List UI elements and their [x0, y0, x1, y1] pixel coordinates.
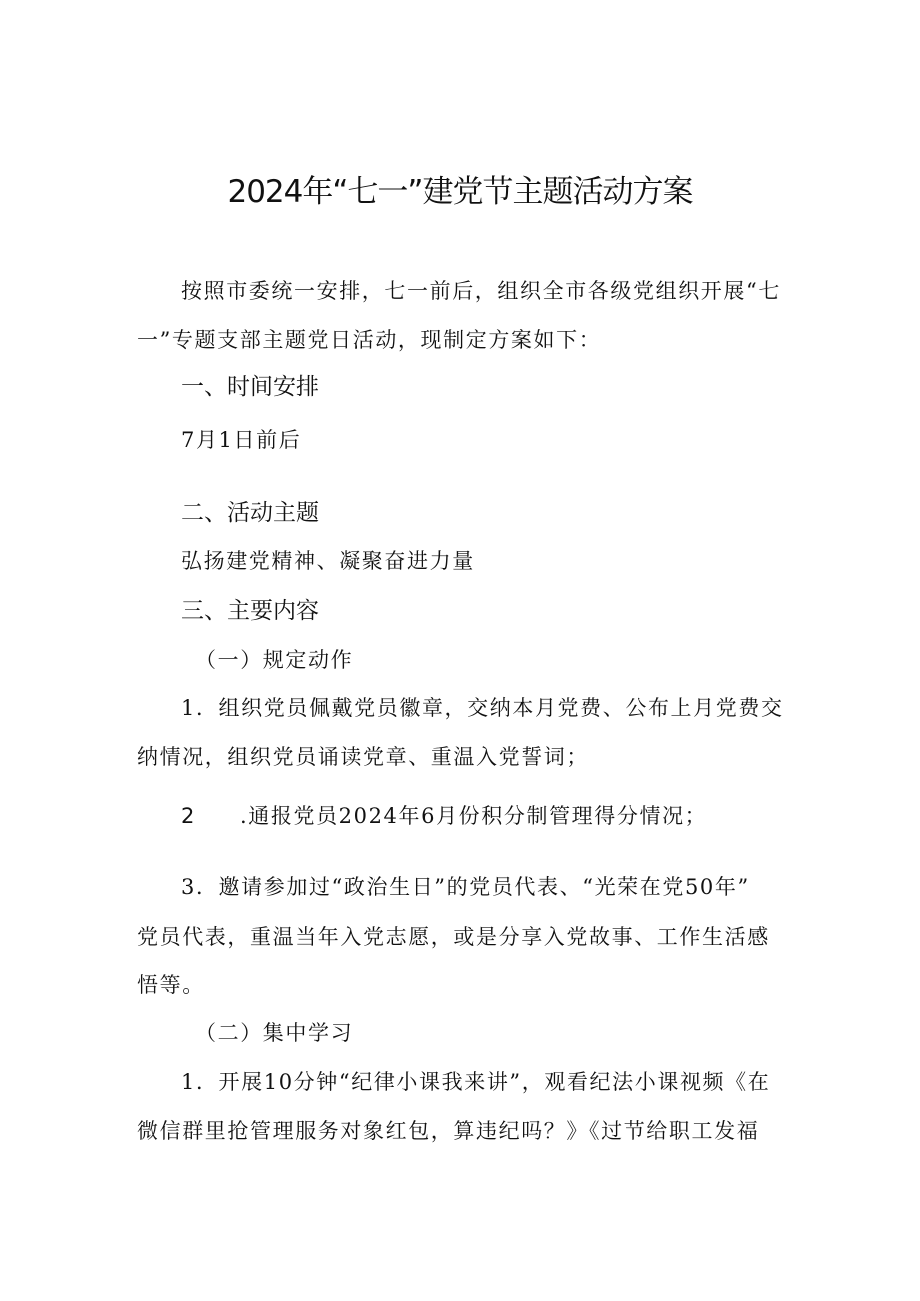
required-item-1-line-1: 1．组织党员佩戴党员徽章，交纳本月党费、公布上月党费交 [181, 696, 784, 720]
study-item-1-line-1: 1．开展10分钟“纪律小课我来讲”，观看纪法小课视频《在 [181, 1070, 771, 1094]
section-content-theme: 弘扬建党精神、凝聚奋进力量 [181, 549, 475, 573]
section-heading-content: 三、主要内容 [181, 598, 319, 624]
document-title: 2024年“七一”建党节主题活动方案 [227, 174, 693, 210]
required-item-3-line-3: 悟等。 [137, 973, 205, 997]
section-heading-theme: 二、活动主题 [181, 500, 319, 526]
intro-line-1: 按照市委统一安排，七一前后，组织全市各级党组织开展“七 [181, 279, 781, 303]
required-item-3-line-1: 3．邀请参加过“政治生日”的党员代表、“光荣在党50年” [181, 875, 750, 899]
subsection-heading-study: （二）集中学习 [195, 1021, 354, 1045]
intro-line-2: 一”专题支部主题党日活动，现制定方案如下： [137, 328, 602, 352]
required-item-2-number: 2 [181, 804, 196, 828]
study-item-1-line-2: 微信群里抢管理服务对象红包，算违纪吗？》《过节给职工发福 [137, 1119, 760, 1143]
required-item-2-text: .通报党员2024年6月份积分制管理得分情况； [240, 804, 708, 828]
required-item-3-line-2: 党员代表，重温当年入党志愿，或是分享入党故事、工作生活感 [137, 925, 770, 949]
section-heading-time: 一、时间安排 [181, 374, 319, 400]
section-content-time: 7月1日前后 [181, 428, 302, 452]
subsection-heading-required: （一）规定动作 [195, 648, 354, 672]
required-item-1-line-2: 纳情况，组织党员诵读党章、重温入党誓词； [137, 745, 589, 769]
